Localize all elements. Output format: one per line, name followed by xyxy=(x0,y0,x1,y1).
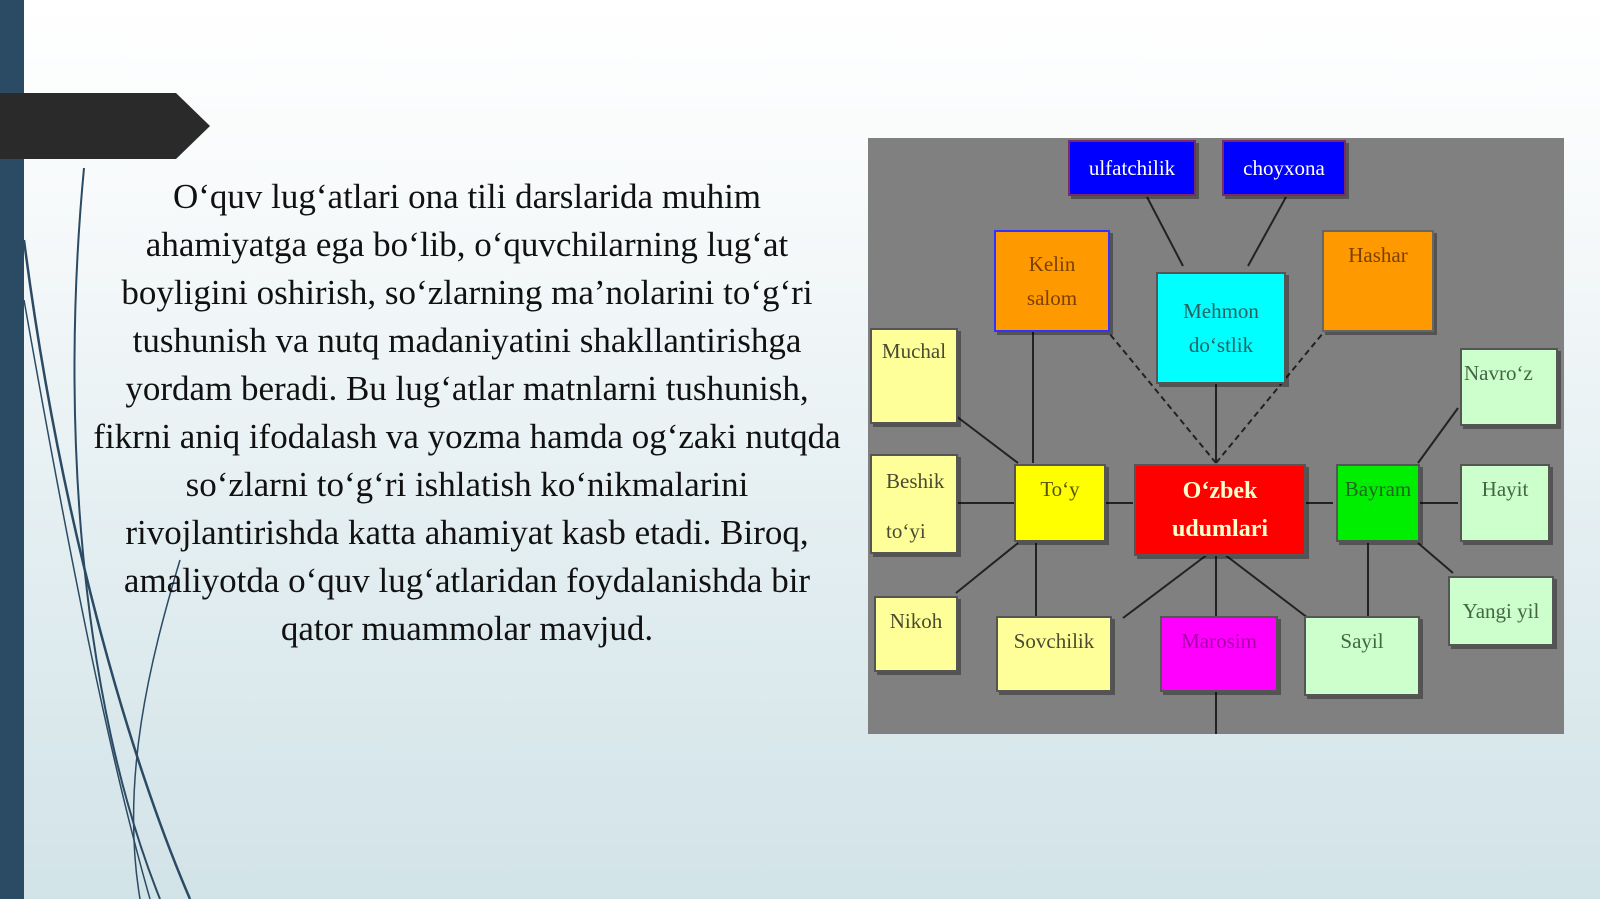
node-muchal-label: Muchal xyxy=(881,339,947,363)
node-hashar xyxy=(1322,230,1434,332)
node-navroz xyxy=(1460,348,1558,426)
node-sovchilik xyxy=(996,616,1112,692)
node-mehmon-dostlik-line1: Mehmon xyxy=(1183,299,1259,323)
node-beshik-toyi xyxy=(870,454,958,554)
node-toy-label: To‘y xyxy=(1040,477,1080,501)
body-paragraph: O‘quv lug‘atlari ona tili darslarida muhim ahamiyatga ega bo‘lib, o‘quvchilarning lug‘at boyligini oshirish, so‘zlarning ma’nolarini to‘g‘ri tushunish va nutq madaniyatini shakllantirishga yordam beradi. Bu lug‘atlar matnlarni tushunish, fikrni aniq ifodalash va yozma hamda og‘zaki nutqda so‘zlarni to‘g‘ri ishlatish ko‘nikmalarini rivojlantirishda katta ahamiyat kasb etadi. Biroq, amaliyotda o‘quv lug‘atlaridan foydalanishda bir qator muammolar mavjud. xyxy=(93,177,841,648)
node-mehmon-dostlik-line2: do‘stlik xyxy=(1188,333,1254,357)
node-kelin-salom-line1: Kelin xyxy=(1028,252,1076,276)
node-choyxona xyxy=(1222,140,1346,196)
node-toy xyxy=(1014,464,1106,542)
node-nikoh xyxy=(874,596,958,672)
node-choyxona-label: choyxona xyxy=(1243,156,1325,180)
uzbek-customs-diagram xyxy=(868,138,1564,734)
node-nikoh-label: Nikoh xyxy=(889,609,943,633)
node-yangi-yil xyxy=(1448,576,1554,646)
node-beshik-toyi-line1: Beshik xyxy=(886,469,945,493)
node-hayit-label: Hayit xyxy=(1481,477,1529,501)
node-sayil xyxy=(1304,616,1420,696)
node-beshik-toyi-line2: to‘yi xyxy=(886,519,926,543)
node-ulfatchilik xyxy=(1068,140,1196,196)
node-kelin-salom xyxy=(994,230,1110,332)
node-marosim xyxy=(1160,616,1278,692)
node-yangi-yil-label: Yangi yil xyxy=(1462,599,1540,623)
node-sayil-label: Sayil xyxy=(1340,629,1384,653)
node-marosim-label: Marosim xyxy=(1181,629,1257,653)
node-center-line1: O‘zbek xyxy=(1182,478,1258,504)
node-muchal xyxy=(870,328,958,424)
node-sovchilik-label: Sovchilik xyxy=(1013,629,1095,653)
node-bayram-label: Bayram xyxy=(1344,477,1412,501)
node-hashar-label: Hashar xyxy=(1348,243,1408,267)
node-ulfatchilik-label: ulfatchilik xyxy=(1088,156,1176,180)
node-mehmon-dostlik xyxy=(1156,272,1286,384)
node-hayit xyxy=(1460,464,1550,542)
node-kelin-salom-line2: salom xyxy=(1026,286,1078,310)
node-bayram xyxy=(1336,464,1420,542)
title-arrow-shape xyxy=(0,93,210,159)
node-ozbek-udumlari xyxy=(1134,464,1306,556)
node-navroz-label: Navro‘z xyxy=(1464,361,1533,385)
node-center-line2: udumlari xyxy=(1171,516,1269,542)
